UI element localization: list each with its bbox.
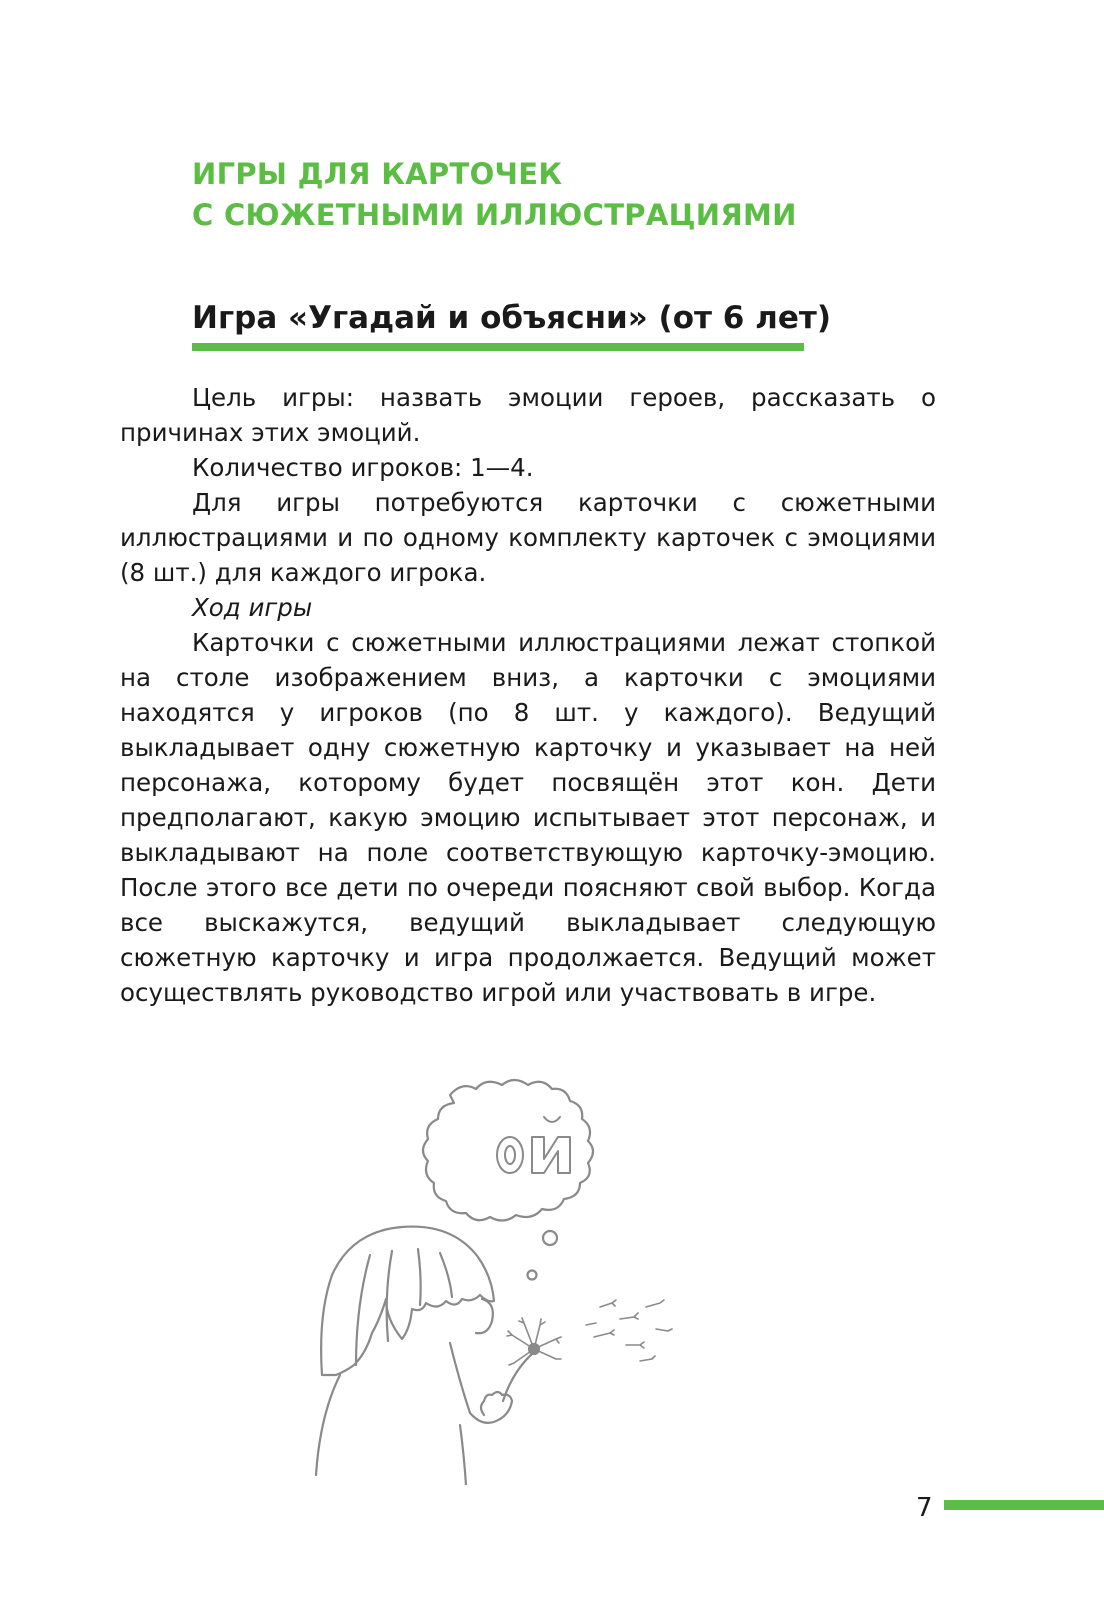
footer-accent-bar bbox=[944, 1500, 1104, 1510]
materials-paragraph: Для игры потребуются карточки с сюжетными иллюстрациями и по одному комплекту карточек с эмоциями (8 шт.) для каждого игрока. bbox=[120, 488, 936, 587]
page-number: 7 bbox=[916, 1493, 933, 1523]
procedure-paragraph: Карточки с сюжетными иллюстрациями лежат стопкой на столе изображением вниз, а карточки с эмоциями находятся у игроков (по 8 шт. у каждого). Ведущий выкладывает одну сюжетную карточку и указывает на ней персонажа, которому будет посвящён этот кон. Дети предполагают, какую эмоцию испытывает этот персонаж, и выкладывают на поле соответствующую карточку-эмоцию. После этого все дети по очереди поясняют свой выбор. Когда все выскажутся, ведущий выкладывает следующую сюжетную карточку и игра продолжается. Ведущий может осуществлять руководство игрой или участвовать в игре. bbox=[120, 628, 936, 1007]
girl-hair bbox=[321, 1227, 494, 1375]
bubble-text: ОЙ bbox=[470, 1214, 474, 1216]
girl-body bbox=[316, 1375, 340, 1475]
players-paragraph: Количество игроков: 1—4. bbox=[192, 453, 534, 482]
girl-face bbox=[476, 1299, 493, 1333]
thought-dot-small bbox=[528, 1271, 537, 1280]
girl-with-dandelion-illustration bbox=[300, 1075, 720, 1485]
section-title-line-2: С СЮЖЕТНЫМИ ИЛЛЮСТРАЦИЯМИ bbox=[192, 198, 797, 232]
body-text bbox=[120, 380, 936, 1010]
thought-dot-large bbox=[543, 1231, 557, 1245]
procedure-heading: Ход игры bbox=[192, 593, 313, 622]
section-title bbox=[192, 154, 797, 236]
thought-bubble bbox=[423, 1080, 593, 1221]
bubble-letters bbox=[497, 1117, 570, 1173]
title-underline bbox=[192, 343, 804, 351]
goal-paragraph: Цель игры: назвать эмоции героев, рассказать о причинах этих эмоций. bbox=[120, 383, 936, 447]
game-title: Игра «Угадай и объясни» (от 6 лет) bbox=[192, 300, 831, 336]
section-title-line-1: ИГРЫ ДЛЯ КАРТОЧЕК bbox=[192, 157, 563, 191]
